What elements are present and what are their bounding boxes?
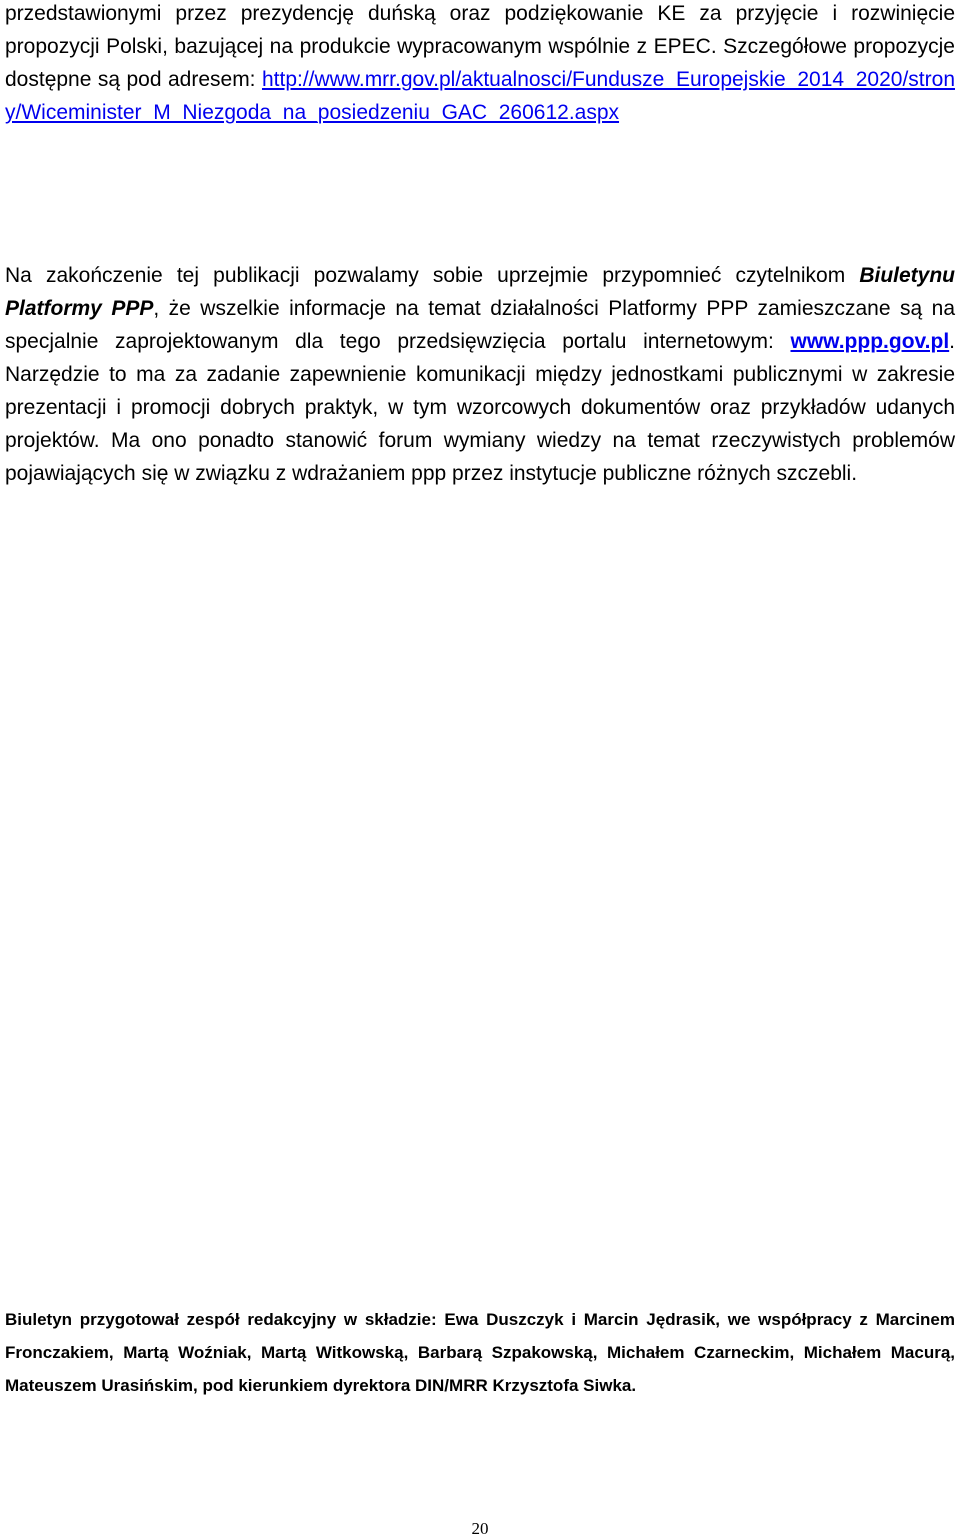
paragraph-proposals [5,0,955,129]
mrr-article-link[interactable]: http://www.mrr.gov.pl/aktualnosci/Fundusze_Europejskie_2014_2020/strony/Wiceminister_M_Niezgoda_na_posiedzeniu_GAC_260612.aspx [5,68,955,124]
ppp-portal-link[interactable]: www.ppp.gov.pl [790,330,950,353]
paragraph-rest: . Narzędzie to ma za zadanie zapewnienie komunikacji między jednostkami publicznymi w zakresie prezentacji i promocji dobrych praktyk, w tym wzorcowych dokumentów oraz przykładów udanych projektów. Ma ono ponadto stanowić forum wymiany wiedzy na temat rzeczywistych problemów pojawiających się w związku z wdrażaniem ppp przez instytucje publiczne różnych szczebli. [5,330,955,485]
paragraph-intro: Na zakończenie tej publikacji pozwalamy sobie uprzejmie przypomnieć czytelnikom [5,264,860,287]
paragraph-middle: , że wszelkie informacje na temat działalności Platformy PPP zamieszczane są na specjalnie zaprojektowanym dla tego przedsięwzięcia portalu internetowym: [5,297,955,353]
paragraph-proposals-text: przedstawionymi przez prezydencję duńską oraz podziękowanie KE za przyjęcie i rozwinięcie propozycji Polski, bazującej na produkcie wypracowanym wspólnie z EPEC. Szczegółowe propozycje dostępne są pod adresem: [5,2,955,91]
page-number: 20 [471,1519,489,1538]
bulletin-name: Biuletynu Platformy PPP [5,264,955,320]
paragraph-platform-info [5,259,955,490]
editorial-credits: Biuletyn przygotował zespół redakcyjny w składzie: Ewa Duszczyk i Marcin Jędrasik, we współpracy z Marcinem Fronczakiem, Martą Woźniak, Martą Witkowską, Barbarą Szpakowską, Michałem Czarneckim, Michałem Macurą, Mateuszem Urasińskim, pod kierunkiem dyrektora DIN/MRR Krzysztofa Siwka. [5,1310,955,1395]
